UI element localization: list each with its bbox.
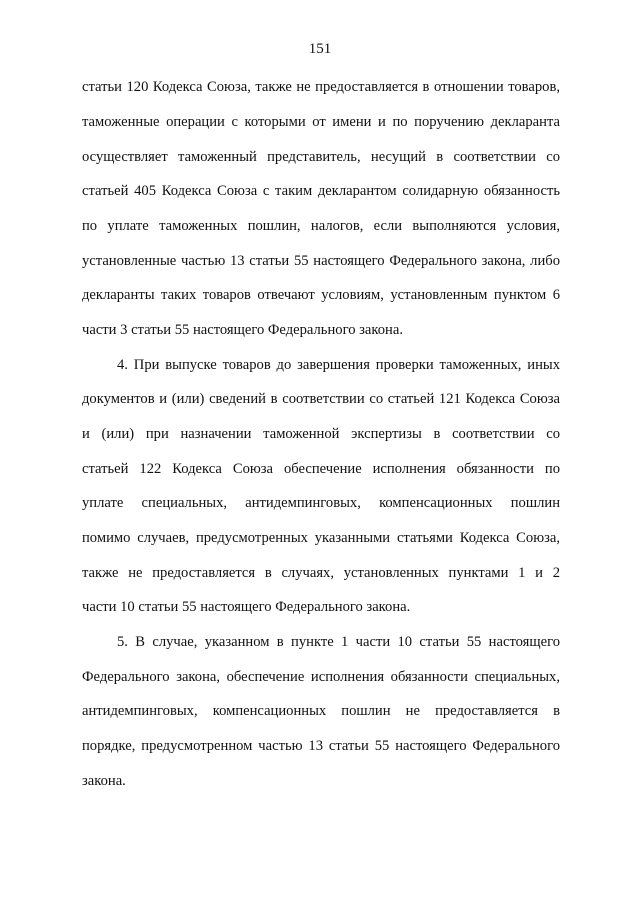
text-line: статьей 122 Кодекса Союза обеспечение исполнения обязанности по — [82, 461, 560, 477]
text-line: осуществляет таможенный представитель, несущий в соответствии со — [82, 149, 560, 165]
text-line: установленные частью 13 статьи 55 настоящего Федерального закона, либо — [82, 253, 560, 269]
page-number: 151 — [308, 41, 332, 57]
text-line: декларанты таких товаров отвечают условиям, установленным пунктом 6 — [82, 287, 560, 303]
text-line: статьи 120 Кодекса Союза, также не предоставляется в отношении товаров, — [82, 79, 560, 95]
text-line: 5. В случае, указанном в пункте 1 части 10 статьи 55 настоящего — [117, 634, 560, 650]
text-line: таможенные операции с которыми от имени и по поручению декларанта — [82, 114, 560, 130]
text-line: части 10 статьи 55 настоящего Федерального закона. — [82, 599, 411, 615]
text-line: документов и (или) сведений в соответствии со статьей 121 Кодекса Союза — [82, 391, 560, 407]
text-line: помимо случаев, предусмотренных указанными статьями Кодекса Союза, — [82, 530, 560, 546]
text-line: и (или) при назначении таможенной экспертизы в соответствии со — [82, 426, 560, 442]
text-line: также не предоставляется в случаях, установленных пунктами 1 и 2 — [82, 565, 560, 581]
text-line: Федерального закона, обеспечение исполнения обязанности специальных, — [82, 669, 560, 685]
text-line: порядке, предусмотренном частью 13 статьи 55 настоящего Федерального — [82, 738, 560, 754]
text-line: по уплате таможенных пошлин, налогов, если выполняются условия, — [82, 218, 560, 234]
text-line: антидемпинговых, компенсационных пошлин не предоставляется в — [82, 703, 560, 719]
text-line: статьей 405 Кодекса Союза с таким декларантом солидарную обязанность — [82, 183, 560, 199]
text-line: части 3 статьи 55 настоящего Федерального закона. — [82, 322, 403, 338]
text-line: закона. — [82, 773, 126, 789]
text-line: 4. При выпуске товаров до завершения проверки таможенных, иных — [117, 357, 560, 373]
text-line: уплате специальных, антидемпинговых, компенсационных пошлин — [82, 495, 560, 511]
